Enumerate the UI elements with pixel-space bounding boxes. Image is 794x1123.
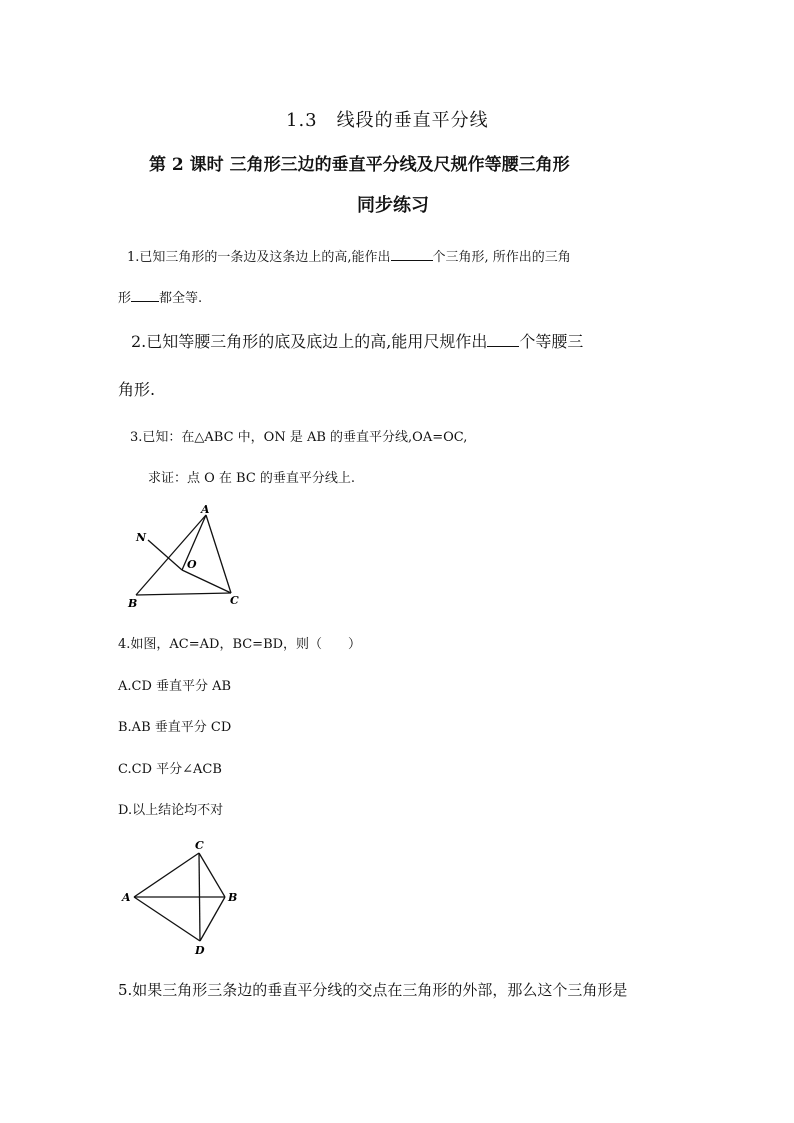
- segment-ba: [136, 515, 206, 595]
- segment-cd: [199, 853, 200, 941]
- segment-cb: [199, 853, 225, 897]
- question-2-text-a: 2.已知等腰三角形的底及底边上的高,能用尺规作出: [131, 332, 488, 351]
- option-d: D.以上结论均不对: [118, 803, 224, 818]
- segment-ac: [134, 853, 199, 897]
- lesson-subtitle: 第 2 课时 三角形三边的垂直平分线及尺规作等腰三角形: [149, 155, 570, 175]
- question-4-stem: 4.如图，AC=AD，BC=BD，则（ ）: [118, 637, 362, 652]
- label-c: C: [195, 839, 204, 852]
- question-1-text-a: 1.已知三角形的一条边及这条边上的高,能作出: [127, 250, 391, 265]
- question-2-blank: [487, 334, 519, 347]
- label-c: C: [230, 594, 239, 607]
- question-2-line-1: [131, 329, 583, 352]
- label-b: B: [128, 597, 138, 610]
- segment-no: [148, 540, 182, 570]
- question-2-text-b: 个等腰三: [519, 332, 584, 351]
- question-1-text-b: 个三角形, 所作出的三角: [432, 250, 571, 265]
- question-1-blank-2: [131, 289, 159, 302]
- question-2-line-2: 角形.: [118, 380, 156, 399]
- question-1-line-2: [118, 287, 202, 306]
- question-1-text-d: 都全等.: [159, 291, 203, 306]
- option-c: C.CD 平分∠ACB: [118, 762, 222, 777]
- question-5-line-1: 5.如果三角形三条边的垂直平分线的交点在三角形的外部，那么这个三角形是: [118, 981, 628, 999]
- question-1-blank-1: [391, 248, 433, 261]
- label-n: N: [136, 531, 147, 544]
- label-b: B: [228, 891, 238, 904]
- question-1-text-c: 形: [118, 291, 132, 306]
- label-d: D: [195, 944, 205, 957]
- segment-da: [134, 897, 200, 941]
- question-3-line-2: 求证：点 O 在 BC 的垂直平分线上.: [148, 471, 356, 486]
- option-a: A.CD 垂直平分 AB: [118, 679, 232, 694]
- label-o: O: [187, 558, 197, 571]
- label-a: A: [122, 891, 131, 904]
- triangle-abc-figure: [120, 500, 250, 612]
- segment-ac: [206, 515, 231, 593]
- section-heading: 同步练习: [357, 195, 429, 216]
- segment-oc: [182, 570, 231, 593]
- page-title: 1.3 线段的垂直平分线: [286, 110, 489, 131]
- label-a: A: [201, 503, 210, 516]
- option-b: B.AB 垂直平分 CD: [118, 720, 232, 735]
- question-3-line-1: 3.已知：在△ABC 中，ON 是 AB 的垂直平分线,OA=OC,: [130, 430, 468, 445]
- quadrilateral-acbd-figure: [118, 835, 248, 957]
- segment-bd: [200, 897, 225, 941]
- question-1-line-1: [127, 246, 571, 265]
- segment-bc: [136, 593, 231, 595]
